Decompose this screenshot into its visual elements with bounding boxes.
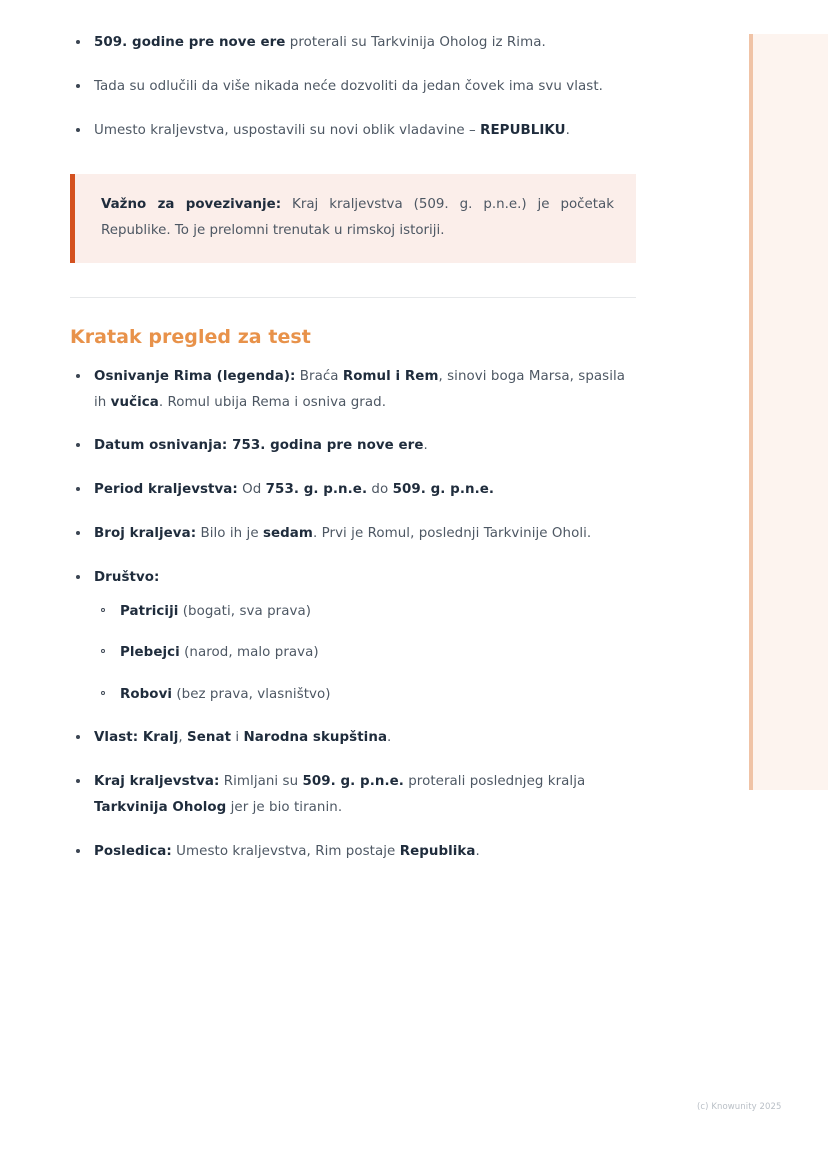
bold-run: Kraj kraljevstva: bbox=[94, 774, 220, 790]
bold-run: Plebejci bbox=[120, 645, 180, 661]
text-run: Umesto kraljevstva, Rim postaje bbox=[171, 843, 400, 859]
text-run: i bbox=[231, 730, 244, 746]
text-run: Umesto kraljevstva, uspostavili su novi oblik vladavine – bbox=[94, 122, 481, 138]
bold-run: Tarkvinija Oholog bbox=[94, 799, 227, 815]
text-run: Bilo ih je bbox=[196, 526, 263, 542]
bold-run: Patriciji bbox=[120, 603, 179, 619]
summary-datum-osnivanja bbox=[70, 433, 636, 459]
text-run: (narod, malo prava) bbox=[179, 645, 319, 661]
section-heading: Kratak pregled za test bbox=[70, 325, 311, 348]
text-run: proterali su Tarkvinija Oholog iz Rima. bbox=[285, 35, 546, 50]
bold-run: Narodna skupština bbox=[243, 730, 388, 746]
summary-drustvo bbox=[70, 565, 636, 707]
bold-run: Senat bbox=[187, 730, 232, 746]
summary-broj-kraljeva bbox=[70, 521, 636, 547]
text-run: . bbox=[565, 122, 570, 138]
bold-run: Osnivanje Rima (legenda): bbox=[94, 368, 296, 384]
summary-kraj-kraljevstva bbox=[70, 769, 636, 821]
top-bullet-3 bbox=[70, 118, 636, 144]
summary-period-kraljevstva bbox=[70, 477, 636, 503]
summary-osnivanje-rima bbox=[70, 364, 636, 416]
bold-run: Vlast: Kralj bbox=[94, 730, 179, 746]
text-run: Tada su odlučili da više nikada neće dozvoliti da jedan čovek ima svu vlast. bbox=[94, 78, 603, 94]
right-edge-callout-strip bbox=[749, 34, 828, 790]
important-callout bbox=[70, 174, 636, 263]
text-run: , bbox=[178, 730, 188, 746]
bold-run: Robovi bbox=[120, 686, 173, 702]
bold-run: Datum osnivanja: 753. godina pre nove ere bbox=[94, 438, 424, 454]
bold-run: Društvo: bbox=[94, 569, 160, 585]
bold-run: 509. g. p.n.e. bbox=[392, 482, 495, 498]
text-run: . Prvi je Romul, poslednji Tarkvinije Oholi. bbox=[312, 526, 592, 542]
bold-run: Period kraljevstva: bbox=[94, 482, 238, 498]
bold-run: Romul i Rem bbox=[342, 368, 439, 384]
callout-label: Važno za povezivanje: bbox=[101, 196, 282, 212]
summary-drustvo-sublist bbox=[94, 599, 636, 707]
bold-run: sedam bbox=[262, 526, 313, 542]
text-run: (bogati, sva prava) bbox=[178, 603, 312, 619]
bold-run: vučica bbox=[110, 394, 159, 410]
top-bullet-2 bbox=[70, 74, 636, 100]
footer-copyright: (c) Knowunity 2025 bbox=[697, 1102, 782, 1112]
sub-robovi bbox=[94, 682, 636, 707]
text-run: do bbox=[367, 482, 393, 498]
text-run: proterali poslednjeg kralja bbox=[403, 774, 586, 790]
summary-vlast bbox=[70, 725, 636, 751]
text-run: . bbox=[475, 843, 480, 859]
section-divider bbox=[70, 297, 636, 298]
callout-text bbox=[101, 192, 614, 245]
bold-run: 509. godine pre nove ere bbox=[94, 35, 286, 50]
summary-posledica bbox=[70, 839, 636, 865]
text-run: jer je bio tiranin. bbox=[226, 799, 343, 815]
document-content bbox=[70, 30, 636, 865]
bold-run: Republika bbox=[399, 843, 476, 859]
intro-bullet-list bbox=[70, 30, 636, 144]
callout-body: Kraj kraljevstva (509. g. p.n.e.) je početak Republike. To je prelomni trenutak u rimskoj istoriji. bbox=[101, 196, 614, 239]
bold-run: 509. g. p.n.e. bbox=[302, 774, 404, 790]
bold-run: 753. g. p.n.e. bbox=[265, 482, 368, 498]
sub-patriciji bbox=[94, 599, 636, 624]
text-run: , sinovi boga Marsa, spasila ih bbox=[94, 368, 626, 410]
text-run: Od bbox=[237, 482, 266, 498]
text-run: Braća bbox=[295, 368, 343, 384]
bold-run: Broj kraljeva: bbox=[94, 526, 197, 542]
text-run: (bez prava, vlasništvo) bbox=[172, 686, 331, 702]
text-run: . bbox=[387, 730, 392, 746]
text-run: . bbox=[423, 438, 428, 454]
summary-bullet-list bbox=[70, 364, 636, 865]
sub-plebejci bbox=[94, 640, 636, 665]
bold-run: REPUBLIKU bbox=[480, 122, 566, 138]
bold-run: Posledica: bbox=[94, 843, 172, 859]
text-run: . Romul ubija Rema i osniva grad. bbox=[158, 394, 387, 410]
text-run: Rimljani su bbox=[219, 774, 303, 790]
top-bullet-1 bbox=[70, 30, 636, 56]
